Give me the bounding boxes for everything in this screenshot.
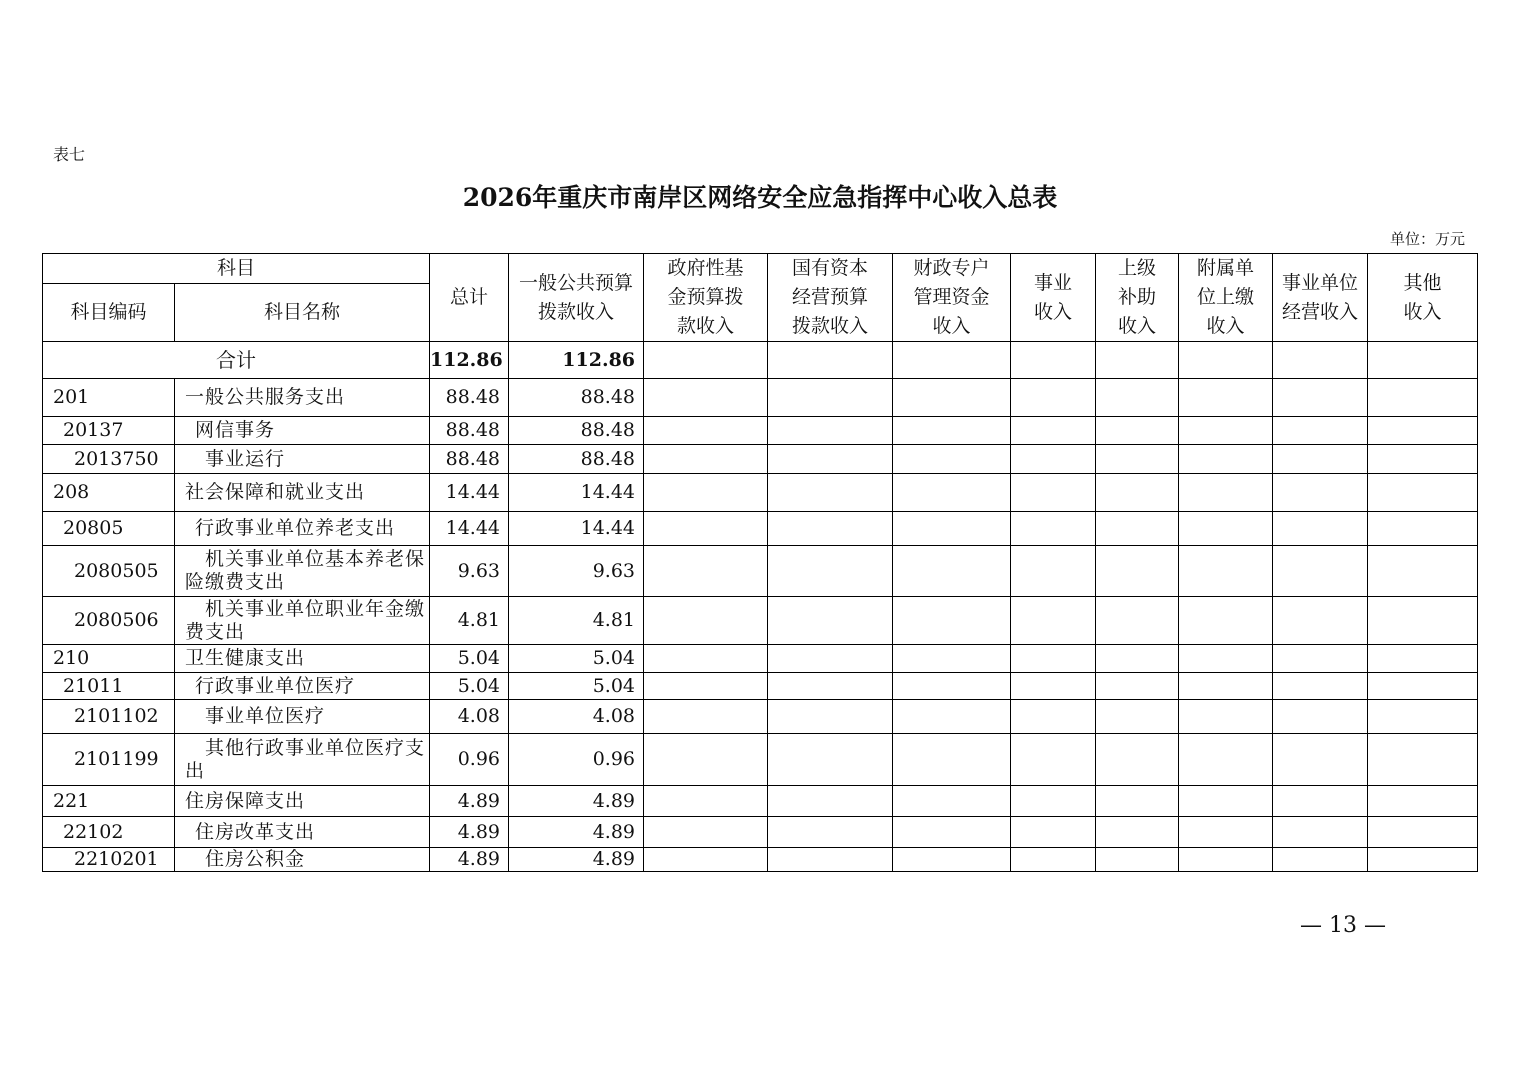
table-row — [43, 673, 1478, 700]
header-subject-group: 科目 — [43, 254, 430, 284]
row-general-budget: 9.63 — [509, 546, 644, 597]
row-general-budget: 5.04 — [509, 673, 644, 700]
header-total: 总计 — [430, 254, 509, 342]
row-name: 事业运行 — [175, 445, 430, 474]
total-row-label: 合计 — [43, 342, 430, 379]
row-name: 住房公积金 — [175, 848, 430, 872]
row-total: 88.48 — [430, 417, 509, 445]
table-row — [43, 848, 1478, 872]
row-name: 一般公共服务支出 — [175, 379, 430, 417]
row-general-budget: 88.48 — [509, 417, 644, 445]
unit-label: 单位：万元 — [1389, 230, 1465, 248]
row-general-budget: 88.48 — [509, 379, 644, 417]
table-row — [43, 512, 1478, 546]
row-name: 住房保障支出 — [175, 786, 430, 817]
row-name: 网信事务 — [175, 417, 430, 445]
header-name: 科目名称 — [175, 284, 430, 342]
row-total: 4.89 — [430, 817, 509, 848]
row-code: 20137 — [43, 417, 175, 445]
row-total: 4.89 — [430, 848, 509, 872]
table-row — [43, 734, 1478, 786]
row-code: 2080506 — [43, 597, 175, 645]
row-code: 2101102 — [43, 700, 175, 734]
table-row — [43, 379, 1478, 417]
row-code: 208 — [43, 474, 175, 512]
income-summary-table — [42, 253, 1478, 872]
row-code: 2101199 — [43, 734, 175, 786]
row-general-budget: 4.81 — [509, 597, 644, 645]
table-row — [43, 700, 1478, 734]
row-name: 事业单位医疗 — [175, 700, 430, 734]
row-general-budget: 4.08 — [509, 700, 644, 734]
row-code: 2080505 — [43, 546, 175, 597]
row-total: 4.81 — [430, 597, 509, 645]
row-name: 机关事业单位基本养老保险缴费支出 — [175, 546, 430, 597]
row-code: 201 — [43, 379, 175, 417]
header-superior-subsidy: 上级补助收入 — [1096, 254, 1179, 342]
row-name: 卫生健康支出 — [175, 645, 430, 673]
row-total: 0.96 — [430, 734, 509, 786]
row-total: 88.48 — [430, 445, 509, 474]
row-name: 行政事业单位养老支出 — [175, 512, 430, 546]
row-code: 221 — [43, 786, 175, 817]
row-code: 22102 — [43, 817, 175, 848]
header-fiscal-special: 财政专户管理资金收入 — [893, 254, 1011, 342]
table-row — [43, 546, 1478, 597]
row-name: 其他行政事业单位医疗支出 — [175, 734, 430, 786]
row-name: 机关事业单位职业年金缴费支出 — [175, 597, 430, 645]
row-general-budget: 4.89 — [509, 817, 644, 848]
row-total: 9.63 — [430, 546, 509, 597]
row-general-budget: 0.96 — [509, 734, 644, 786]
table-row — [43, 474, 1478, 512]
row-total: 88.48 — [430, 379, 509, 417]
table-row — [43, 645, 1478, 673]
row-name: 社会保障和就业支出 — [175, 474, 430, 512]
row-code: 20805 — [43, 512, 175, 546]
header-business: 事业收入 — [1011, 254, 1096, 342]
table-label: 表七 — [53, 145, 86, 164]
row-general-budget: 88.48 — [509, 445, 644, 474]
row-code: 2210201 — [43, 848, 175, 872]
row-total: 5.04 — [430, 645, 509, 673]
row-code: 2013750 — [43, 445, 175, 474]
header-gov-fund: 政府性基金预算拨款收入 — [644, 254, 768, 342]
row-total: 4.89 — [430, 786, 509, 817]
table-row — [43, 417, 1478, 445]
header-other: 其他收入 — [1368, 254, 1478, 342]
header-business-operation: 事业单位经营收入 — [1273, 254, 1368, 342]
row-general-budget: 4.89 — [509, 848, 644, 872]
total-row-total: 112.86 — [430, 342, 509, 379]
row-name: 行政事业单位医疗 — [175, 673, 430, 700]
row-total: 14.44 — [430, 474, 509, 512]
row-general-budget: 4.89 — [509, 786, 644, 817]
row-general-budget: 14.44 — [509, 512, 644, 546]
row-general-budget: 5.04 — [509, 645, 644, 673]
row-code: 21011 — [43, 673, 175, 700]
row-total: 5.04 — [430, 673, 509, 700]
table-row — [43, 597, 1478, 645]
table-row — [43, 445, 1478, 474]
header-affiliated: 附属单位上缴收入 — [1179, 254, 1273, 342]
total-row-general-budget: 112.86 — [509, 342, 644, 379]
row-code: 210 — [43, 645, 175, 673]
page-number: — 13 — — [1300, 913, 1386, 938]
row-total: 4.08 — [430, 700, 509, 734]
header-code: 科目编码 — [43, 284, 175, 342]
total-row — [43, 342, 1478, 379]
table-row — [43, 786, 1478, 817]
table-row — [43, 817, 1478, 848]
header-state-capital: 国有资本经营预算拨款收入 — [768, 254, 893, 342]
page-title: 2026年重庆市南岸区网络安全应急指挥中心收入总表 — [462, 183, 1058, 212]
row-name: 住房改革支出 — [175, 817, 430, 848]
header-row-1 — [43, 254, 1478, 284]
row-general-budget: 14.44 — [509, 474, 644, 512]
header-general-budget: 一般公共预算拨款收入 — [509, 254, 644, 342]
row-total: 14.44 — [430, 512, 509, 546]
